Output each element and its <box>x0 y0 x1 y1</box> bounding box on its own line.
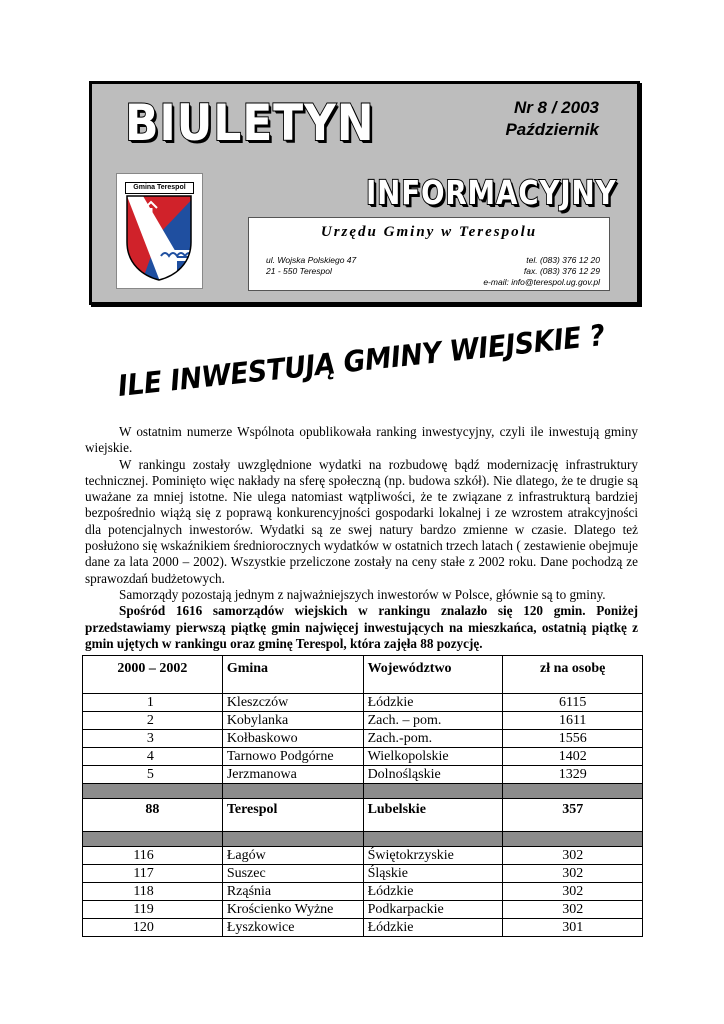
article-paragraph: W ostatnim numerze Wspólnota opublikowała ranking inwestycyjny, czyli ile inwestują gminy wiejskie. <box>85 424 638 456</box>
ranking-table <box>82 655 643 937</box>
column-header-period: 2000 – 2002 <box>83 656 223 694</box>
voivodeship-cell: Zach. – pom. <box>363 712 503 730</box>
address-street: ul. Wojska Polskiego 47 <box>266 255 357 265</box>
address-city: 21 - 550 Terespol <box>266 266 332 276</box>
municipality-cell: Kobylanka <box>222 712 363 730</box>
column-header-municipality: Gmina <box>222 656 363 694</box>
table-separator-row <box>83 832 643 847</box>
rank-cell: 4 <box>83 748 223 766</box>
separator-cell <box>363 784 503 799</box>
coat-of-arms <box>116 173 203 289</box>
contact-tel: tel. (083) 376 12 20 <box>526 255 600 265</box>
headline-area <box>116 317 607 425</box>
table-row-highlight <box>83 799 643 832</box>
table-row <box>83 694 643 712</box>
coat-of-arms-icon <box>121 194 197 282</box>
amount-cell: 1329 <box>503 766 643 784</box>
office-address <box>266 255 356 277</box>
voivodeship-cell: Łódzkie <box>363 883 503 901</box>
separator-cell <box>222 784 363 799</box>
municipality-cell: Łyszkowice <box>222 919 363 937</box>
table-separator-row <box>83 784 643 799</box>
article-paragraph: W rankingu zostały uwzględnione wydatki na rozbudowę bądź modernizację infrastruktury technicznej. Pominięto więc nakłady na sferę społeczną (np. budowa szkół). Nie dlatego, że te drugie są uważane za mniej istotne. Nie ulega natomiast wątpliwości, że te związane z infrastrukturą bardziej bezpośrednio wiążą się z poprawą konkurencyjności gospodarki lokalnej i ze wzrostem atrakcyjności dla potencjalnych inwestorów. Wydatki są ze swej natury bardzo zmienne w czasie. Dlatego też posłużono się wskaźnikiem średniorocznych wydatków w ostatnich trzech latach ( zestawienie obejmuje dane za lata 2000 – 2002). Wszystkie przeliczone zostały na ceny stałe z 2002 roku. Dane pochodzą ze sprawozdań budżetowych. <box>85 456 638 586</box>
voivodeship-cell: Podkarpackie <box>363 901 503 919</box>
municipality-cell: Kołbaskowo <box>222 730 363 748</box>
article-body <box>85 424 638 652</box>
column-header-voivodeship: Województwo <box>363 656 503 694</box>
table-row <box>83 919 643 937</box>
amount-cell: 1611 <box>503 712 643 730</box>
voivodeship-cell: Łódzkie <box>363 919 503 937</box>
amount-cell: 302 <box>503 883 643 901</box>
voivodeship-cell: Dolnośląskie <box>363 766 503 784</box>
amount-cell: 302 <box>503 901 643 919</box>
issue-number: Nr 8 / 2003 <box>513 98 599 117</box>
separator-cell <box>503 832 643 847</box>
voivodeship-cell: Łódzkie <box>363 694 503 712</box>
voivodeship-cell: Świętokrzyskie <box>363 847 503 865</box>
separator-cell <box>363 832 503 847</box>
office-info-box <box>248 217 610 291</box>
amount-cell: 301 <box>503 919 643 937</box>
voivodeship-cell: Lubelskie <box>363 799 503 832</box>
amount-cell: 1402 <box>503 748 643 766</box>
rank-cell: 120 <box>83 919 223 937</box>
rank-cell: 5 <box>83 766 223 784</box>
contact-fax: fax. (083) 376 12 29 <box>523 266 600 276</box>
rank-cell: 1 <box>83 694 223 712</box>
amount-cell: 6115 <box>503 694 643 712</box>
bulletin-header <box>89 81 640 305</box>
table-row <box>83 748 643 766</box>
municipality-cell: Terespol <box>222 799 363 832</box>
table-header-row <box>83 656 643 694</box>
separator-cell <box>83 832 223 847</box>
table-row <box>83 730 643 748</box>
municipality-cell: Krościenko Wyżne <box>222 901 363 919</box>
rank-cell: 3 <box>83 730 223 748</box>
municipality-cell: Suszec <box>222 865 363 883</box>
amount-cell: 302 <box>503 847 643 865</box>
rank-cell: 117 <box>83 865 223 883</box>
rank-cell: 119 <box>83 901 223 919</box>
municipality-cell: Jerzmanowa <box>222 766 363 784</box>
office-name: Urzędu Gminy w Terespolu <box>320 224 538 240</box>
office-contact <box>483 255 600 288</box>
column-header-per-capita: zł na osobę <box>503 656 643 694</box>
contact-email: e-mail: info@terespol.ug.gov.pl <box>483 277 600 287</box>
article-paragraph-bold: Spośród 1616 samorządów wiejskich w rankingu znalazło się 120 gmin. Poniżej przedstawiamy pierwszą piątkę gmin najwięcej inwestujących na mieszkańca, ostatnią piątkę z gmin ujętych w rankingu oraz gminę Terespol, która zajęła 88 pozycję. <box>85 603 638 651</box>
table-row <box>83 901 643 919</box>
municipality-cell: Łagów <box>222 847 363 865</box>
voivodeship-cell: Zach.-pom. <box>363 730 503 748</box>
municipality-cell: Rząśnia <box>222 883 363 901</box>
table-row <box>83 712 643 730</box>
rank-cell: 118 <box>83 883 223 901</box>
municipality-cell: Kleszczów <box>222 694 363 712</box>
issue-month: Październik <box>505 120 599 139</box>
table-row <box>83 865 643 883</box>
voivodeship-cell: Śląskie <box>363 865 503 883</box>
crest-label: Gmina Terespol <box>125 182 194 194</box>
voivodeship-cell: Wielkopolskie <box>363 748 503 766</box>
amount-cell: 1556 <box>503 730 643 748</box>
separator-cell <box>83 784 223 799</box>
table-row <box>83 883 643 901</box>
table-row <box>83 766 643 784</box>
rank-cell: 116 <box>83 847 223 865</box>
table-row <box>83 847 643 865</box>
amount-cell: 302 <box>503 865 643 883</box>
article-paragraph: Samorządy pozostają jednym z najważniejszych inwestorów w Polsce, głównie są to gminy. <box>119 586 606 602</box>
article-headline: ILE INWESTUJĄ GMINY WIEJSKIE ? <box>116 317 607 403</box>
amount-cell: 357 <box>503 799 643 832</box>
rank-cell: 88 <box>83 799 223 832</box>
municipality-cell: Tarnowo Podgórne <box>222 748 363 766</box>
bulletin-title: BIULETYN <box>125 94 375 152</box>
rank-cell: 2 <box>83 712 223 730</box>
separator-cell <box>503 784 643 799</box>
bulletin-subtitle: INFORMACYJNY <box>366 173 617 212</box>
separator-cell <box>222 832 363 847</box>
